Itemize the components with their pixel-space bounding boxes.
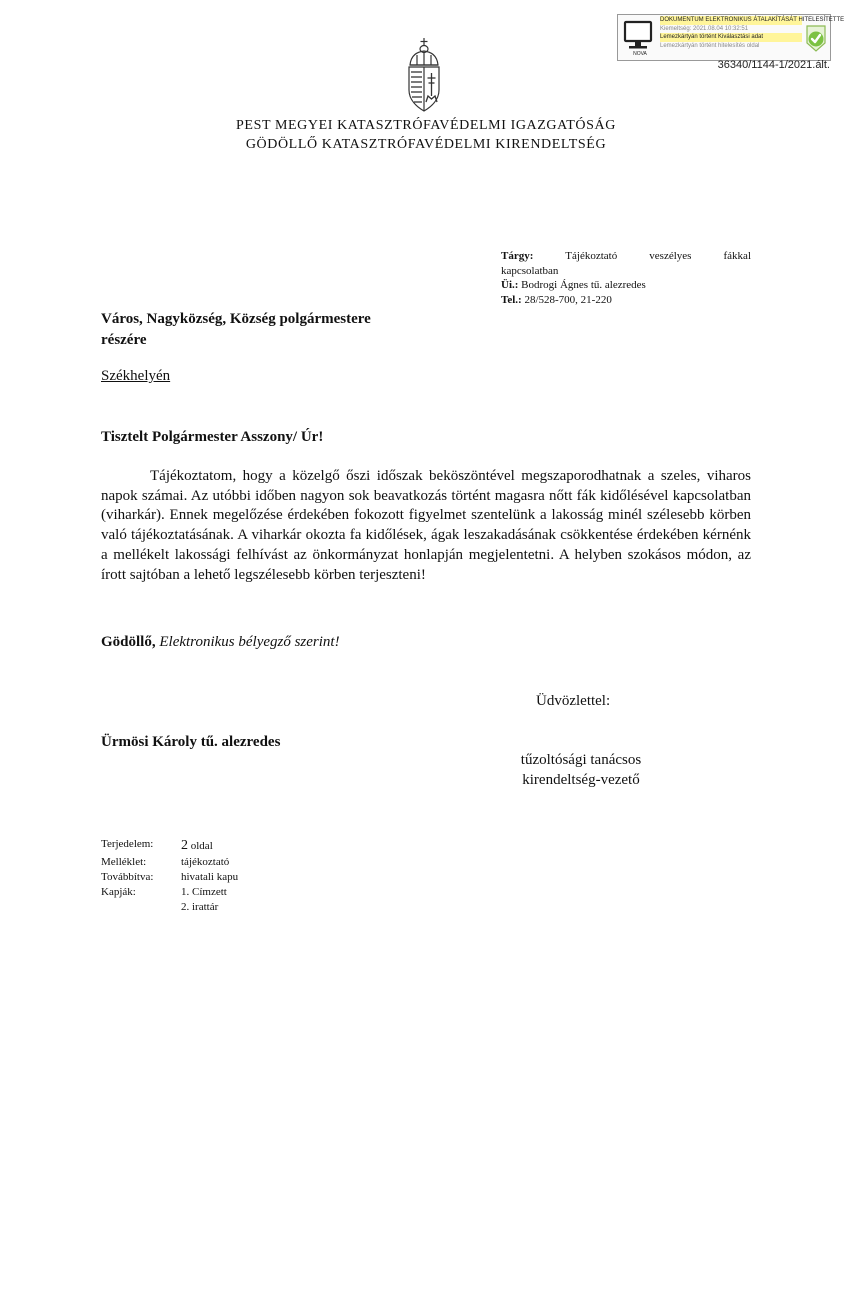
meta-label: Melléklet: [101,856,147,868]
place-city: Gödöllő, [101,634,156,650]
place-date-line [101,634,340,651]
meta-label: Terjedelem: [101,838,154,850]
stamp-line: Lemezkártyán történt hitelesítés oldal [660,42,760,49]
signer-title: tűzoltósági tanácsos [520,752,642,768]
phone-value: 28/528-700, 21-220 [524,293,612,306]
addressee [101,309,421,351]
stamp-line: Lemezkártyán történt Kiválasztási adat [660,33,802,42]
signer-name: Ürmösi Károly tű. alezredes [101,734,281,750]
organization-name: PEST MEGYEI KATASZTRÓFAVÉDELMI IGAZGATÓSÁG [236,118,616,133]
case-officer-line [501,278,751,293]
office-name: GÖDÖLLŐ KATASZTRÓFAVÉDELMI KIRENDELTSÉG [245,137,607,152]
addressee-line: Város, Nagyközség, Község polgármestere [101,311,371,327]
meta-value: tájékoztató [181,856,230,868]
stamp-line: Kiemeltség: 2021.08.04 10:32:51 [660,25,749,32]
verified-check-icon [804,23,828,53]
place-note: Elektronikus bélyegző szerint! [159,634,340,650]
signer-position: kirendeltség-vezető [522,772,640,788]
subject-label: Tárgy: [501,250,534,262]
case-officer-label: Üi.: [501,279,519,291]
coat-of-arms-icon [404,38,444,114]
case-officer-name: Bodrogi Ágnes tű. alezredes [521,279,646,291]
subject-word: veszélyes [649,250,692,262]
meta-value: hivatali kapu [181,871,239,883]
meta-value [181,838,213,854]
page-unit: oldal [190,840,213,852]
meta-value: 1. Címzett [181,886,227,898]
body-paragraph: Tájékoztatom, hogy a közelgő őszi időszak beköszöntével megszaporodhatnak a szeles, viharos napok számai. Az utóbbi időben nagyon sok beavatkozás történt magasra nőtt fák kidőlésével kapcsolatban (viharkár). Ennek megelőzése érdekében fokozott figyelmet szentelünk a lakosság minél szélesebb körben való tájékoztatásának. A viharkár okozta fa kidőlések, ágak leszakadásának csökkentése érdekében kérnénk a mellékelt lakossági felhívást az önkormányzat honlapján megjelentetni. A helyben szokásos módon, az írott sajtóban a lehető legszélesebb körben terjeszteni! [101,468,751,583]
phone-line [501,293,751,308]
phone-label: Tel.: [501,293,522,306]
addressee-seat: Székhelyén [101,368,171,384]
page-count: 2 [181,838,188,853]
subject-continuation: kapcsolatban [501,264,559,277]
file-number: 36340/1144-1/2021.ált. [717,59,830,71]
stamp-brand: NOVA [633,51,647,57]
subject-word: Tájékoztató [565,250,618,262]
meta-label: Kapják: [101,886,136,898]
closing: Üdvözlettel: [536,693,611,709]
meta-value: 2. irattár [181,901,219,913]
computer-icon [622,19,658,57]
authentication-stamp [617,14,845,61]
stamp-line: DOKUMENTUM ELEKTRONIKUS ÁTALAKÍTÁSÁT HITELESÍTETTE [660,17,845,23]
subject-line [501,249,751,264]
meta-label: Továbbítva: [101,871,154,883]
salutation: Tisztelt Polgármester Asszony/ Úr! [101,429,324,445]
addressee-line: részére [101,332,147,348]
subject-word: fákkal [723,250,751,262]
subject-block [501,249,751,307]
stamp-text [660,16,845,50]
